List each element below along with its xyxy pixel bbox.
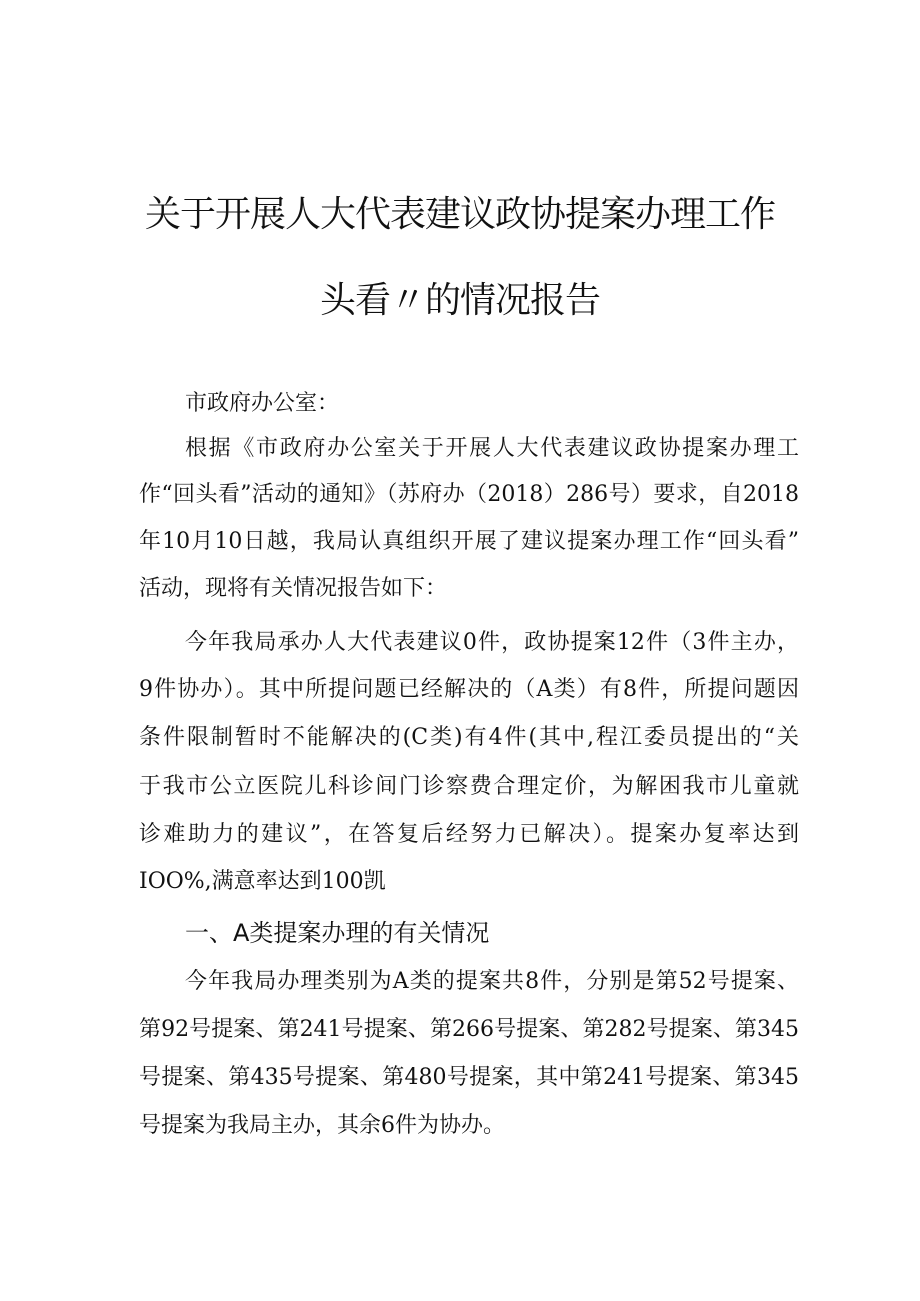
- paragraph-3-line: 号提案为我局主办，其余6件为协办。: [139, 1113, 505, 1138]
- paragraph-2-line: 条件限制暂时不能解决的(C类)有4件(其中,程江委员提出的“关: [139, 725, 799, 750]
- paragraph-2-line: 于我市公立医院儿科诊间门诊察费合理定价，为解困我市儿童就: [139, 774, 799, 799]
- paragraph-2-line: 诊难助力的建议”，在答复后经努力已解决）。提案办复率达到: [139, 822, 799, 847]
- paragraph-1-line: 年10月10日越，我局认真组织开展了建议提案办理工作“回头看”: [139, 529, 799, 554]
- paragraph-2-line: 今年我局承办人大代表建议0件，政协提案12件（3件主办，: [185, 630, 799, 655]
- paragraph-3-line: 今年我局办理类别为A类的提案共8件，分别是第52号提案、: [185, 969, 799, 994]
- paragraph-1-line: 根据《市政府办公室关于开展人大代表建议政协提案办理工: [185, 436, 799, 461]
- paragraph-1-line: 作“回头看”活动的通知》（苏府办（2018）286号）要求，自2018: [139, 482, 799, 507]
- paragraph-3-line: 第92号提案、第241号提案、第266号提案、第282号提案、第345: [139, 1017, 799, 1042]
- document-title-line-1: 关于开展人大代表建议政协提案办理工作: [144, 194, 775, 235]
- paragraph-2-line: IOO%,满意率达到100凯: [139, 869, 386, 894]
- document-title-line-2: 头看〃的情况报告: [319, 280, 600, 321]
- section-heading: 一、A类提案办理的有关情况: [185, 919, 490, 947]
- paragraph-3-line: 号提案、第435号提案、第480号提案，其中第241号提案、第345: [139, 1065, 799, 1090]
- paragraph-1-line: 活动，现将有关情况报告如下：: [139, 576, 448, 601]
- salutation: 市政府办公室：: [185, 391, 340, 416]
- paragraph-2-line: 9件协办）。其中所提问题已经解决的（A类）有8件，所提问题因: [139, 677, 799, 702]
